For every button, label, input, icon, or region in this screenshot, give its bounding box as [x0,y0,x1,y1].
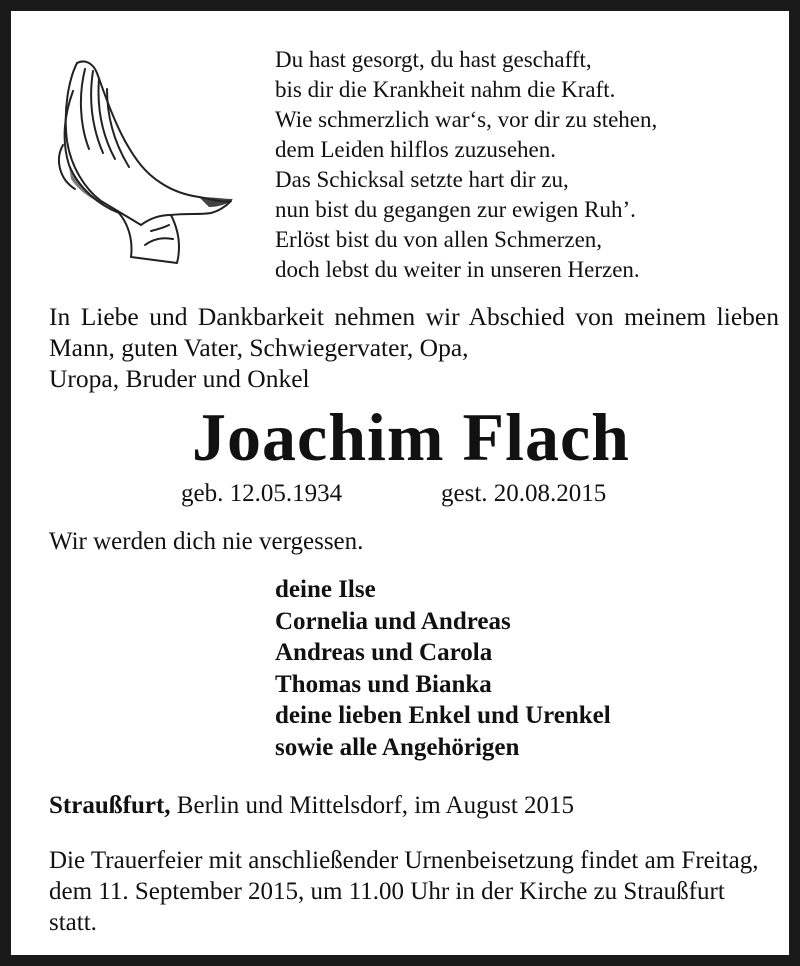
death-date: gest. 20.08.2015 [441,480,607,507]
service-note: Die Trauerfeier mit anschließender Urnenbeisetzung findet am Freitag, dem 11. September 2015, um 11.00 Uhr in der Kirche zu Straußfurt statt. [49,847,759,936]
deceased-name: Joachim Flach [192,399,630,475]
place-rest: Berlin und Mittelsdorf, im August 2015 [170,792,575,819]
poem-line: bis dir die Krankheit nahm die Kraft. [275,77,616,102]
poem-line: nun bist du gegangen zur ewigen Ruh’. [275,197,636,222]
farewell-intro-last-line: Uropa, Bruder und Onkel [49,364,310,393]
poem-line: Das Schicksal setzte hart dir zu, [275,167,569,192]
mourner-entry: Andreas und Carola [275,639,493,666]
mourner-entry: Thomas und Bianka [275,670,492,698]
poem-line: Wie schmerzlich war‘s, vor dir zu stehen, [275,107,658,132]
poem-line: dem Leiden hilflos zuzusehen. [275,137,557,162]
birth-date: geb. 12.05.1934 [181,480,343,507]
place-bold: Straußfurt, [49,792,171,819]
farewell-intro-main: In Liebe und Dankbarkeit nehmen wir Abschied von meinem lieben Mann, guten Vater, Schwiegervater, Opa, [49,302,779,362]
poem [275,45,657,285]
praying-hands-icon [49,49,239,269]
poem-line: Du hast gesorgt, du hast geschafft, [275,47,592,72]
poem-line: doch lebst du weiter in unseren Herzen. [275,257,640,282]
mourner-entry: deine Ilse [275,576,376,603]
mourner-entry: deine lieben Enkel und Urenkel [275,702,611,729]
mourners-list [275,574,611,763]
mourner-entry: sowie alle Angehörigen [275,733,520,761]
remember-line: Wir werden dich nie vergessen. [49,528,364,555]
farewell-intro [49,301,779,394]
mourner-entry: Cornelia und Andreas [275,607,511,635]
place-and-date [49,790,574,822]
poem-line: Erlöst bist du von allen Schmerzen, [275,227,603,252]
